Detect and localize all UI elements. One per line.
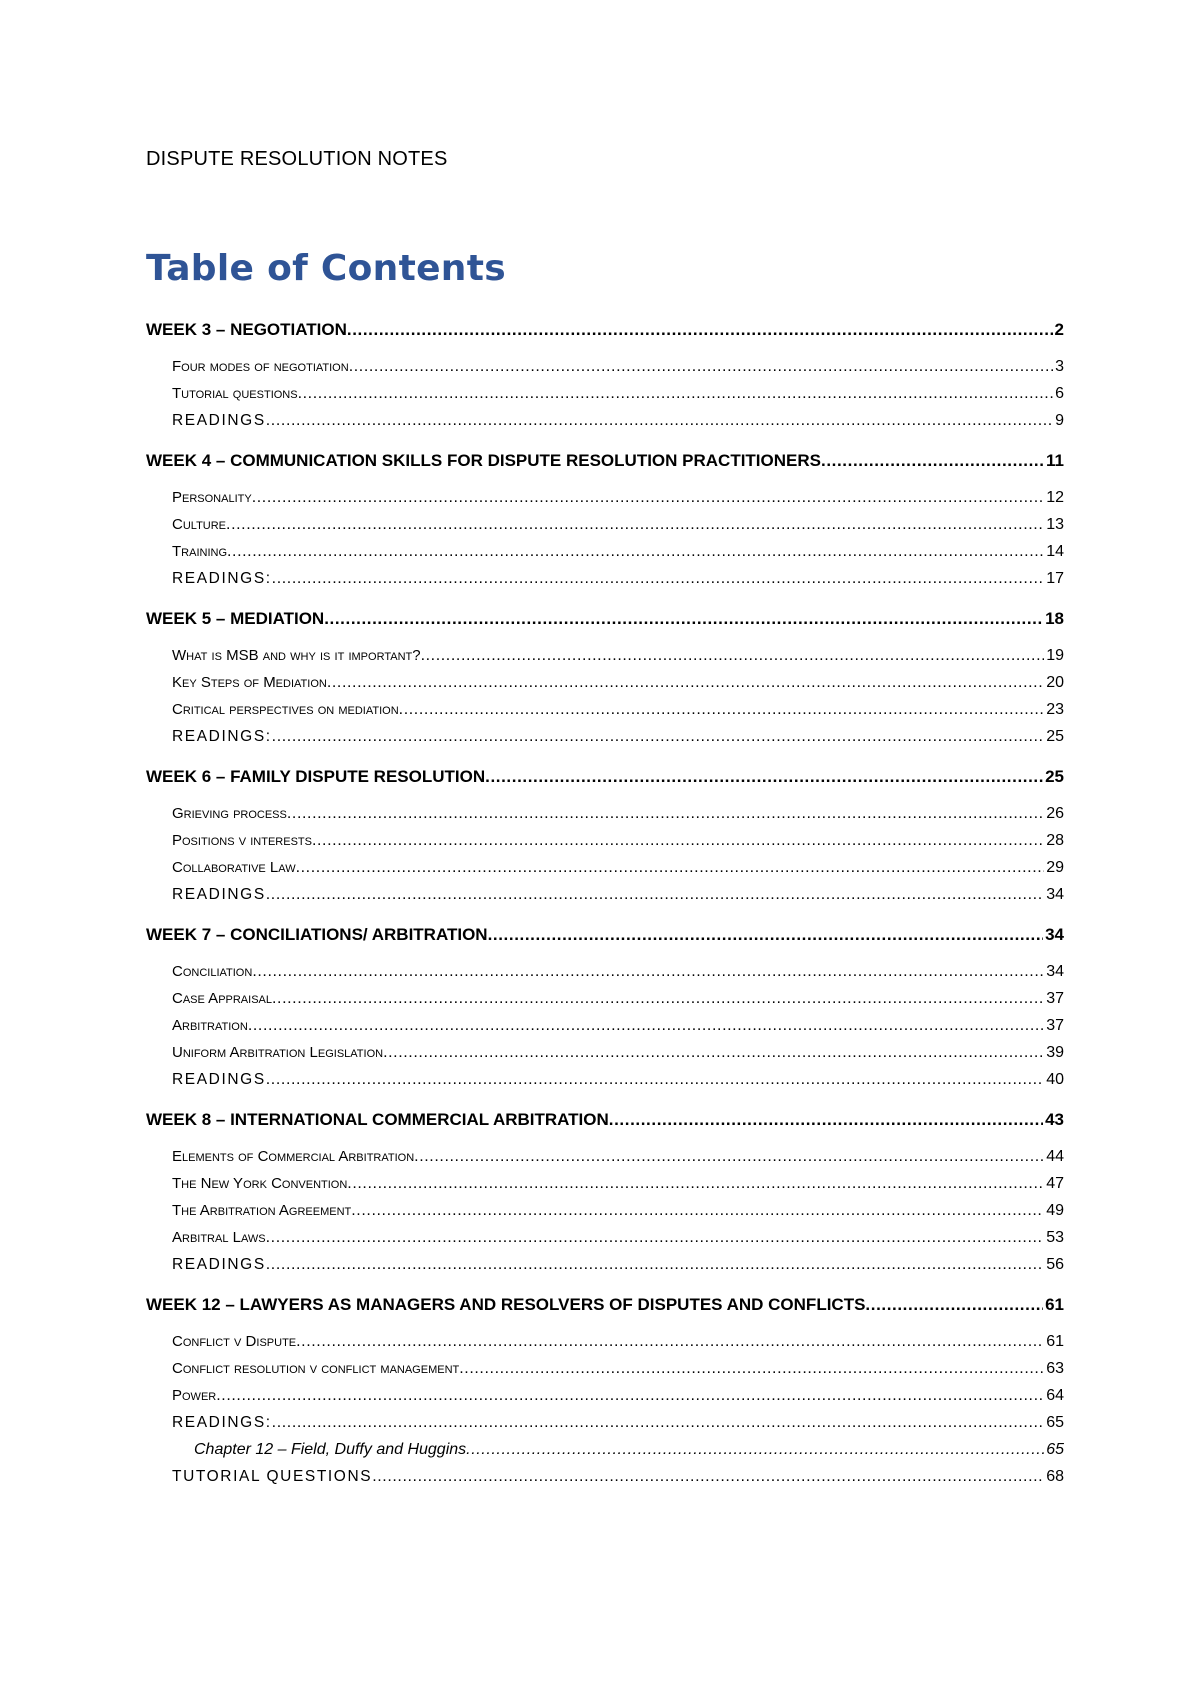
document-page (146, 0, 1064, 1698)
toc-page-number: 53 (1046, 1229, 1064, 1246)
toc-entry-title: Critical perspectives on mediation (172, 701, 399, 718)
dot-leader (248, 1012, 1044, 1039)
toc-page-number: 12 (1046, 489, 1064, 506)
toc-entry-title: WEEK 12 – LAWYERS AS MANAGERS AND RESOLVERS OF DISPUTES AND CONFLICTS (146, 1295, 866, 1314)
toc-section (146, 921, 1064, 1093)
dot-leader (266, 1224, 1045, 1251)
dot-leader (266, 407, 1053, 434)
toc-entry-title: READINGS (172, 412, 266, 429)
toc-section (146, 763, 1064, 908)
toc-entry-subsection[interactable] (146, 1328, 1064, 1355)
toc-page-number: 26 (1046, 805, 1064, 822)
toc-page-number: 3 (1055, 358, 1064, 375)
toc-section (146, 1106, 1064, 1278)
toc-section (146, 1291, 1064, 1490)
toc-page-number: 2 (1054, 320, 1064, 339)
toc-entry-title: WEEK 5 – MEDIATION (146, 609, 325, 628)
toc-page-number: 28 (1046, 832, 1064, 849)
toc-entry-title: READINGS: (172, 570, 272, 587)
toc-page-number: 47 (1046, 1175, 1064, 1192)
toc-page-number: 29 (1046, 859, 1064, 876)
toc-entry-subsection[interactable] (146, 1251, 1064, 1278)
toc-entry-subsection[interactable] (146, 1382, 1064, 1409)
dot-leader (609, 1106, 1043, 1133)
dot-leader (327, 669, 1044, 696)
dot-leader (272, 565, 1045, 592)
toc-entry-title: WEEK 6 – FAMILY DISPUTE RESOLUTION (146, 767, 486, 786)
toc-entry-title: Four modes of negotiation (172, 358, 349, 375)
toc-entry-title: READINGS: (172, 1414, 272, 1431)
toc-page-number: 39 (1046, 1044, 1064, 1061)
toc-page-number: 25 (1045, 767, 1064, 786)
toc-entry-title: Case Appraisal (172, 990, 272, 1007)
toc-entry-subsection[interactable] (146, 1224, 1064, 1251)
dot-leader (272, 1409, 1045, 1436)
toc-page-number: 9 (1055, 412, 1064, 429)
toc-entry-subsection[interactable] (146, 1143, 1064, 1170)
toc-entry-title: Culture (172, 516, 227, 533)
toc-entry-subsection[interactable] (146, 1355, 1064, 1382)
toc-page-number: 17 (1046, 570, 1064, 587)
toc-entry-week[interactable] (146, 921, 1064, 948)
toc-page-number: 68 (1046, 1468, 1064, 1485)
dot-leader (821, 447, 1044, 474)
toc-entry-subsection[interactable] (146, 380, 1064, 407)
toc-page-number: 11 (1046, 451, 1064, 470)
toc-entry-title: Tutorial questions (172, 385, 298, 402)
toc-entry-week[interactable] (146, 1291, 1064, 1318)
toc-entry-subsection[interactable] (146, 353, 1064, 380)
toc-entry-title: READINGS (172, 1256, 266, 1273)
toc-entry-subsection[interactable] (146, 642, 1064, 669)
toc-entry-week[interactable] (146, 763, 1064, 790)
dot-leader (466, 1436, 1044, 1463)
toc-entry-title: WEEK 3 – NEGOTIATION (146, 320, 347, 339)
toc-entry-title: Personality (172, 489, 252, 506)
toc-entry-title: Grieving process (172, 805, 287, 822)
toc-entry-subsection[interactable] (146, 1170, 1064, 1197)
dot-leader (272, 985, 1044, 1012)
toc-entry-subsection[interactable] (146, 1197, 1064, 1224)
toc-entry-title: Conflict v Dispute (172, 1333, 297, 1350)
toc-page-number: 18 (1045, 609, 1064, 628)
toc-page-number: 40 (1046, 1071, 1064, 1088)
toc-page-number: 34 (1046, 886, 1064, 903)
dot-leader (351, 1197, 1044, 1224)
dot-leader (216, 1382, 1044, 1409)
dot-leader (488, 921, 1044, 948)
toc-page-number: 65 (1046, 1414, 1064, 1431)
toc-entry-title: What is MSB and why is it important? (172, 647, 421, 664)
dot-leader (287, 800, 1044, 827)
dot-leader (421, 642, 1045, 669)
dot-leader (865, 1291, 1043, 1318)
dot-leader (372, 1463, 1044, 1490)
dot-leader (347, 316, 1053, 343)
toc-entry-subsection[interactable] (146, 538, 1064, 565)
toc-entry-title: Key Steps of Mediation (172, 674, 327, 691)
toc-entry-title: READINGS (172, 1071, 266, 1088)
dot-leader (296, 1328, 1044, 1355)
toc-entry-subsection[interactable] (146, 484, 1064, 511)
toc-entry-subsection[interactable] (146, 565, 1064, 592)
toc-entry-subsection[interactable] (146, 511, 1064, 538)
dot-leader (347, 1170, 1044, 1197)
dot-leader (226, 511, 1044, 538)
toc-title: Table of Contents (146, 248, 506, 289)
toc-entry-subsection[interactable] (146, 1409, 1064, 1436)
toc-page-number: 14 (1046, 543, 1064, 560)
toc-entry-subsection[interactable] (146, 669, 1064, 696)
dot-leader (485, 763, 1043, 790)
toc-entry-subsection[interactable] (146, 723, 1064, 750)
dot-leader (324, 605, 1043, 632)
toc-entry-subsection[interactable] (146, 800, 1064, 827)
toc-entry-title: Arbitration (172, 1017, 248, 1034)
dot-leader (312, 827, 1044, 854)
document-header: DISPUTE RESOLUTION NOTES (146, 148, 448, 170)
toc-entry-subsection[interactable] (146, 881, 1064, 908)
toc-entry-title: Collaborative Law (172, 859, 296, 876)
dot-leader (349, 353, 1053, 380)
dot-leader (272, 723, 1045, 750)
toc-page-number: 65 (1046, 1441, 1064, 1458)
toc-entry-subsection[interactable] (146, 1012, 1064, 1039)
toc-entry-subsection[interactable] (146, 1066, 1064, 1093)
toc-page-number: 23 (1046, 701, 1064, 718)
dot-leader (266, 1066, 1044, 1093)
table-of-contents (146, 316, 1064, 1490)
toc-entry-title: Positions v interests (172, 832, 312, 849)
toc-page-number: 13 (1046, 516, 1064, 533)
dot-leader (227, 538, 1044, 565)
toc-entry-title: READINGS (172, 886, 266, 903)
dot-leader (296, 854, 1045, 881)
toc-entry-title: WEEK 8 – INTERNATIONAL COMMERCIAL ARBITRATION (146, 1110, 609, 1129)
toc-entry-title: READINGS: (172, 728, 272, 745)
toc-entry-title: TUTORIAL QUESTIONS (172, 1468, 373, 1485)
toc-entry-week[interactable] (146, 605, 1064, 632)
toc-page-number: 6 (1055, 385, 1064, 402)
toc-page-number: 25 (1046, 728, 1064, 745)
toc-entry-title: The Arbitration Agreement (172, 1202, 352, 1219)
dot-leader (383, 1039, 1044, 1066)
dot-leader (399, 696, 1045, 723)
toc-entry-title: Uniform Arbitration Legislation (172, 1044, 384, 1061)
toc-entry-title: Elements of Commercial Arbitration (172, 1148, 415, 1165)
toc-entry-subsection[interactable] (146, 958, 1064, 985)
toc-page-number: 37 (1046, 990, 1064, 1007)
toc-entry-subsection[interactable] (146, 985, 1064, 1012)
toc-entry-title: Conflict resolution v conflict management (172, 1360, 460, 1377)
toc-page-number: 44 (1046, 1148, 1064, 1165)
toc-entry-week[interactable] (146, 1106, 1064, 1133)
toc-page-number: 63 (1046, 1360, 1064, 1377)
dot-leader (252, 484, 1045, 511)
dot-leader (252, 958, 1044, 985)
toc-entry-subsection[interactable] (146, 827, 1064, 854)
toc-section (146, 447, 1064, 592)
toc-page-number: 34 (1046, 963, 1064, 980)
toc-entry-subsection[interactable] (146, 1039, 1064, 1066)
toc-entry-subsection[interactable] (146, 1463, 1064, 1490)
toc-page-number: 56 (1046, 1256, 1064, 1273)
toc-entry-title: The New York Convention (172, 1175, 348, 1192)
toc-entry-title: Power (172, 1387, 217, 1404)
toc-page-number: 61 (1046, 1333, 1064, 1350)
toc-page-number: 49 (1046, 1202, 1064, 1219)
toc-entry-title: WEEK 4 – COMMUNICATION SKILLS FOR DISPUTE RESOLUTION PRACTITIONERS (146, 451, 821, 470)
dot-leader (414, 1143, 1044, 1170)
toc-page-number: 20 (1046, 674, 1064, 691)
toc-entry-subsection[interactable] (146, 1436, 1064, 1463)
toc-entry-title: Chapter 12 – Field, Duffy and Huggins (194, 1441, 467, 1458)
toc-page-number: 37 (1046, 1017, 1064, 1034)
dot-leader (298, 380, 1054, 407)
toc-entry-title: WEEK 7 – CONCILIATIONS/ ARBITRATION (146, 925, 488, 944)
toc-entry-subsection[interactable] (146, 407, 1064, 434)
toc-page-number: 64 (1046, 1387, 1064, 1404)
toc-entry-title: Arbitral Laws (172, 1229, 266, 1246)
toc-page-number: 43 (1045, 1110, 1064, 1129)
dot-leader (266, 881, 1044, 908)
toc-entry-title: Training (172, 543, 227, 560)
toc-entry-week[interactable] (146, 447, 1064, 474)
toc-section (146, 316, 1064, 434)
toc-entry-subsection[interactable] (146, 696, 1064, 723)
toc-page-number: 34 (1045, 925, 1064, 944)
dot-leader (459, 1355, 1044, 1382)
dot-leader (266, 1251, 1044, 1278)
toc-entry-week[interactable] (146, 316, 1064, 343)
toc-page-number: 61 (1045, 1295, 1064, 1314)
toc-page-number: 19 (1046, 647, 1064, 664)
toc-entry-title: Conciliation (172, 963, 253, 980)
toc-entry-subsection[interactable] (146, 854, 1064, 881)
toc-section (146, 605, 1064, 750)
